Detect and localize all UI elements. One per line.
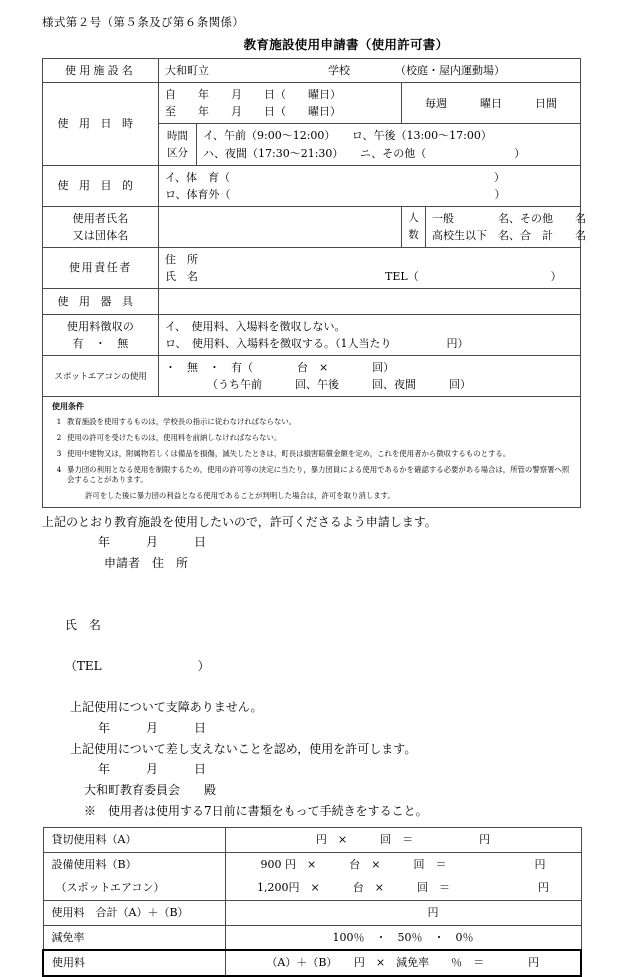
fee-calculation-table	[42, 827, 582, 977]
head-count-general-other: 一般 名、その他 名	[432, 211, 586, 225]
purpose-pe-line: イ、体 育（ ）	[165, 170, 506, 184]
facility-town-prefix: 大和町立	[165, 63, 209, 77]
condition-text: 暴力団の利用となる使用を制限するため，使用の許可等の決定に当たり，暴力団員による使用であるかを確認する必要がある場合は，所管の警察署へ照会することがあります。	[67, 464, 570, 484]
responsible-tel-label: TEL（ ）	[385, 269, 562, 283]
condition-number: 2	[56, 432, 62, 442]
fee-row-label: 貸切使用料（A）	[43, 828, 225, 853]
table-row	[43, 852, 581, 876]
label-facility-name: 使用施設名	[43, 58, 159, 83]
permission-statement: 上記使用について差し支えないことを認め，使用を許可します。	[70, 741, 417, 756]
label-usage-datetime: 使用日時	[43, 83, 159, 165]
fee-row-label: （スポットエアコン）	[43, 876, 225, 900]
applicant-name-label: 氏 名	[64, 617, 101, 632]
user-name-value[interactable]	[159, 206, 402, 247]
label-user-name-line2: 又は団体名	[72, 228, 129, 242]
purpose-nonpe-line: ロ、体育外（ ）	[165, 187, 506, 201]
time-slot-morning-afternoon: イ、午前（9:00〜12:00） ロ、午後（13:00〜17:00）	[203, 129, 492, 143]
spot-aircon-breakdown-line: （うち午前 回、午後 回、夜間 回）	[207, 378, 471, 391]
datetime-range-cell[interactable]	[159, 83, 402, 124]
table-row-purpose	[43, 165, 581, 206]
label-time-division-line2: 区分	[167, 146, 188, 159]
fee-row-value[interactable]: 円	[225, 900, 581, 925]
label-time-division-line1: 時間	[167, 130, 188, 143]
condition-number: 4	[56, 464, 62, 474]
table-row	[43, 828, 581, 853]
fee-row-label: 使用料 合計（A）＋（B）	[43, 900, 225, 925]
fee-row-value[interactable]: 1,200円 × 台 × 回 ＝ 円	[225, 876, 581, 900]
table-row	[43, 900, 581, 925]
table-row	[43, 925, 581, 950]
form-number: 様式第２号（第５条及び第６条関係）	[42, 15, 245, 29]
label-usage-purpose: 使用目的	[43, 165, 159, 206]
label-equipment: 使用器具	[43, 288, 159, 314]
condition-text: 使用の許可を受けたものは，使用料を前納しなければならない。	[67, 432, 282, 442]
no-objection-statement: 上記使用について支障ありません。	[70, 700, 263, 715]
label-user-name-line1: 使用者氏名	[72, 211, 129, 225]
table-row-equipment	[43, 288, 581, 314]
label-fee-collection-line1: 使用料徴収の	[66, 319, 135, 333]
time-slot-cell[interactable]	[197, 124, 581, 165]
facility-kind-note: （校庭・屋内運動場）	[395, 63, 505, 77]
condition-item	[51, 417, 572, 427]
conditions-title: 使用条件	[52, 401, 84, 412]
label-user-name	[43, 206, 159, 247]
request-statement: 上記のとおり教育施設を使用したいので，許可くださるよう申請します。	[42, 514, 437, 529]
table-row-spot-aircon	[43, 355, 581, 396]
permission-date-line[interactable]: 年 月 日	[98, 762, 207, 777]
application-statement-block	[42, 512, 580, 821]
conditions-cell	[43, 397, 581, 508]
head-count-student-total: 高校生以下 名、合 計 名	[432, 228, 586, 242]
fee-row-value[interactable]: 100％ ・ 50％ ・ 0％	[225, 925, 581, 950]
label-fee-collection	[43, 314, 159, 355]
purpose-cell[interactable]	[159, 165, 581, 206]
label-fee-collection-line2: 有 ・ 無	[72, 336, 129, 350]
table-row-fee-collection	[43, 314, 581, 355]
condition-text: 使用中建物又は，附属物若しくは備品を損傷，滅失したときは，町長は損害賠償金額を定め，これを使用者から徴収するものとする。	[67, 448, 511, 458]
fee-collection-cell[interactable]	[159, 314, 581, 355]
responsible-address-label: 住 所	[165, 252, 198, 266]
condition-item	[51, 465, 572, 485]
label-responsible-person: 使用責任者	[43, 247, 159, 288]
fee-row-value[interactable]: 900 円 × 台 × 回 ＝ 円	[225, 852, 581, 876]
applicant-date-line[interactable]: 年 月 日	[98, 535, 207, 550]
table-row-total	[43, 950, 581, 976]
table-row-facility	[43, 58, 581, 83]
datetime-weekly-line: 毎週 曜日 日間	[425, 96, 557, 110]
condition-item	[51, 433, 572, 443]
responsible-cell[interactable]	[159, 247, 581, 288]
condition-text: 教育施設を使用するものは，学校長の指示に従わなければならない。	[67, 416, 297, 426]
application-main-table	[42, 58, 586, 508]
table-row-responsible	[43, 247, 581, 288]
label-spot-aircon: スポットエアコンの使用	[43, 355, 159, 396]
applicant-tel-label: （TEL ）	[64, 659, 210, 674]
datetime-to-line: 至 年 月 日（ 曜日）	[165, 105, 341, 119]
label-head-count-line2: 数	[408, 228, 419, 241]
condition-number: 1	[56, 416, 62, 426]
fee-row-label: 減免率	[43, 925, 225, 950]
label-time-division	[159, 124, 197, 165]
label-head-count	[402, 206, 426, 247]
fee-row-value[interactable]: 円 × 回 ＝ 円	[225, 828, 581, 853]
time-slot-night-other: ハ、夜間（17:30〜21:30） ニ、その他（ ）	[203, 146, 526, 160]
facility-value-cell[interactable]	[159, 58, 581, 83]
datetime-from-line: 自 年 月 日（ 曜日）	[165, 88, 341, 102]
label-head-count-line1: 人	[408, 212, 419, 225]
responsible-name-label: 氏 名	[165, 269, 198, 283]
datetime-weekly-cell[interactable]	[402, 83, 581, 124]
head-count-cell[interactable]	[426, 206, 586, 247]
table-row-datetime-range	[43, 83, 581, 124]
fee-row-value[interactable]: （A）＋（B） 円 × 減免率 ％ ＝ 円	[225, 950, 581, 976]
fee-row-label: 使用料	[43, 950, 225, 976]
table-row	[43, 876, 581, 900]
equipment-value[interactable]	[159, 288, 581, 314]
spot-aircon-option-line: ・ 無 ・ 有（ 台 × 回）	[165, 360, 395, 374]
addressee-line: 大和町教育委員会 殿	[84, 782, 217, 797]
document-title: 教育施設使用申請書（使用許可書）	[243, 36, 449, 52]
condition-number: 3	[56, 448, 62, 458]
table-row-conditions	[43, 397, 581, 508]
fee-collection-option-no: イ、 使用料、入場料を徴収しない。	[165, 319, 346, 333]
spot-aircon-cell[interactable]	[159, 355, 581, 396]
condition-item	[51, 449, 572, 459]
applicant-name-row	[42, 574, 580, 698]
applicant-address-line[interactable]: 申請者 住 所	[104, 556, 189, 570]
conditions-footnote: 許可をした後に暴力団の利益となる使用であることが判明した場合は，許可を取り消します。	[85, 490, 395, 500]
fee-row-label: 設備使用料（B）	[43, 852, 225, 876]
table-row-user	[43, 206, 581, 247]
procedure-note: ※ 使用者は使用する7日前に書類をもって手続きをすること。	[84, 803, 428, 818]
fee-collection-option-yes: ロ、 使用料、入場料を徴収する。（1人当たり 円）	[165, 336, 469, 350]
facility-school-word: 学校	[328, 63, 350, 77]
no-objection-date-line[interactable]: 年 月 日	[98, 721, 207, 735]
